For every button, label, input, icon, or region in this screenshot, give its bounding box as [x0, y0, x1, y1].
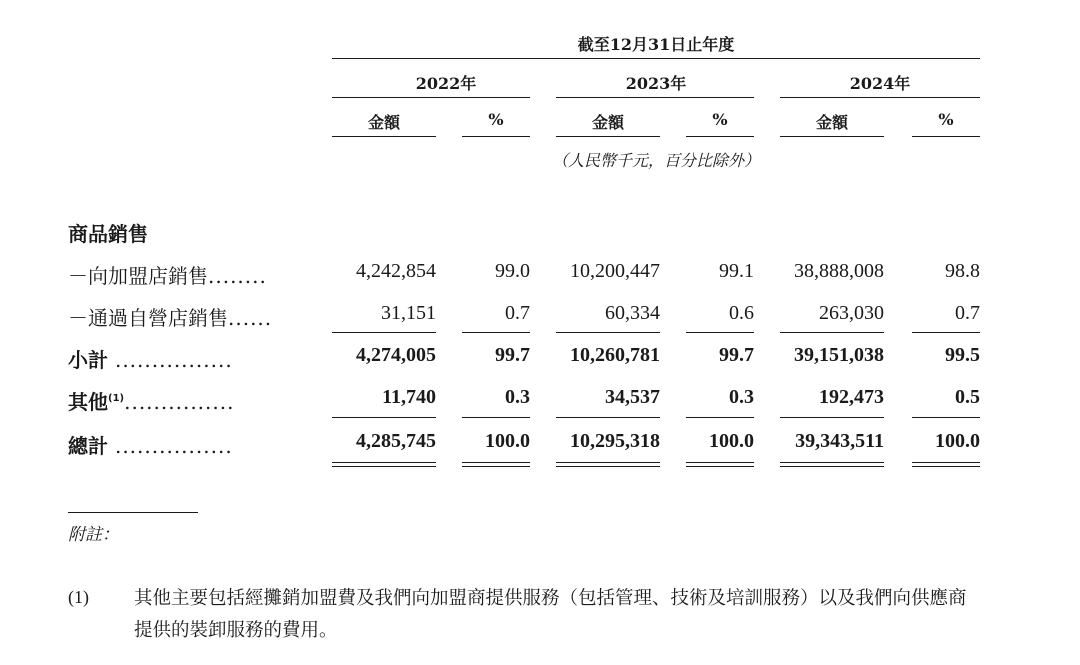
- total-rule: [556, 417, 660, 418]
- col-rule: [780, 136, 884, 137]
- cell-value: 0.7: [955, 302, 980, 324]
- subtotal-rule: [912, 332, 980, 333]
- period-title: 截至12月31日止年度: [577, 35, 735, 54]
- cell-value: 4,242,854: [356, 260, 436, 282]
- col-rule: [332, 136, 436, 137]
- cell-value: 0.6: [729, 302, 754, 324]
- row-label-others: 其他$^{(1)}$...............: [68, 390, 235, 414]
- col-rule: [556, 136, 660, 137]
- total-rule: [462, 417, 530, 418]
- amount-header-2023: 金額: [591, 113, 624, 132]
- cell-value: 99.7: [495, 344, 530, 366]
- cell-value: 60,334: [605, 302, 660, 324]
- year-2023: 2023年: [625, 74, 687, 93]
- total-rule: [686, 417, 754, 418]
- cell-value: 0.5: [955, 386, 980, 408]
- cell-value: 31,151: [381, 302, 436, 324]
- cell-value: 10,295,318: [570, 430, 660, 452]
- year-2022: 2022年: [415, 74, 477, 93]
- cell-value: 4,285,745: [356, 430, 436, 452]
- year-rule-2022: [332, 97, 530, 98]
- row-label-subtotal: 小計 ................: [68, 348, 233, 372]
- cell-value: 11,740: [382, 386, 436, 408]
- cell-value: 0.3: [505, 386, 530, 408]
- total-rule: [780, 417, 884, 418]
- cell-value: 38,888,008: [794, 260, 884, 282]
- row-label-self-operated-sales: －通過自營店銷售......: [68, 306, 273, 330]
- col-rule: [686, 136, 754, 137]
- cell-value: 39,151,038: [794, 344, 884, 366]
- col-rule: [462, 136, 530, 137]
- total-rule: [912, 417, 980, 418]
- cell-value: 34,537: [605, 386, 660, 408]
- cell-value: 99.1: [719, 260, 754, 282]
- cell-value: 100.0: [935, 430, 980, 452]
- cell-value: 98.8: [945, 260, 980, 282]
- subtotal-rule: [780, 332, 884, 333]
- footnote-title: 附註：: [68, 525, 119, 545]
- footnote-divider: [68, 512, 198, 513]
- cell-value: 0.3: [729, 386, 754, 408]
- cell-value: 99.7: [719, 344, 754, 366]
- cell-value: 10,200,447: [570, 260, 660, 282]
- cell-value: 10,260,781: [570, 344, 660, 366]
- double-rule: [332, 462, 436, 467]
- cell-value: 263,030: [819, 302, 884, 324]
- row-label-franchise-sales: －向加盟店銷售........: [68, 264, 267, 288]
- subtotal-rule: [556, 332, 660, 333]
- cell-value: 100.0: [709, 430, 754, 452]
- year-rule-2024: [780, 97, 980, 98]
- footnote-ref: (1): [108, 393, 125, 404]
- cell-value: 99.0: [495, 260, 530, 282]
- cell-value: 192,473: [819, 386, 884, 408]
- section-title: 商品銷售: [68, 222, 148, 246]
- double-rule: [686, 462, 754, 467]
- footnote-number: (1): [68, 587, 89, 607]
- percent-header-2023: %: [712, 110, 728, 129]
- subtotal-rule: [462, 332, 530, 333]
- year-rule-2023: [556, 97, 754, 98]
- year-2024: 2024年: [849, 74, 911, 93]
- cell-value: 39,343,511: [795, 430, 884, 452]
- percent-header-2024: %: [938, 110, 954, 129]
- subtotal-rule: [332, 332, 436, 333]
- cell-value: 4,274,005: [356, 344, 436, 366]
- double-rule: [912, 462, 980, 467]
- subtotal-rule: [686, 332, 754, 333]
- amount-header-2024: 金額: [815, 113, 848, 132]
- double-rule: [462, 462, 530, 467]
- unit-note: （人民幣千元，百分比除外）: [551, 151, 760, 170]
- percent-header-2022: %: [488, 110, 504, 129]
- amount-header-2022: 金額: [367, 113, 400, 132]
- double-rule: [780, 462, 884, 467]
- footnote-text: 其他主要包括經攤銷加盟費及我們向加盟商提供服務（包括管理、技術及培訓服務）以及我們向供應商提供的裝卸服務的費用。: [134, 588, 967, 641]
- cell-value: 99.5: [945, 344, 980, 366]
- row-label-total: 總計 ................: [68, 434, 233, 458]
- period-rule: [332, 58, 980, 59]
- cell-value: 100.0: [485, 430, 530, 452]
- cell-value: 0.7: [505, 302, 530, 324]
- total-rule: [332, 417, 436, 418]
- col-rule: [912, 136, 980, 137]
- double-rule: [556, 462, 660, 467]
